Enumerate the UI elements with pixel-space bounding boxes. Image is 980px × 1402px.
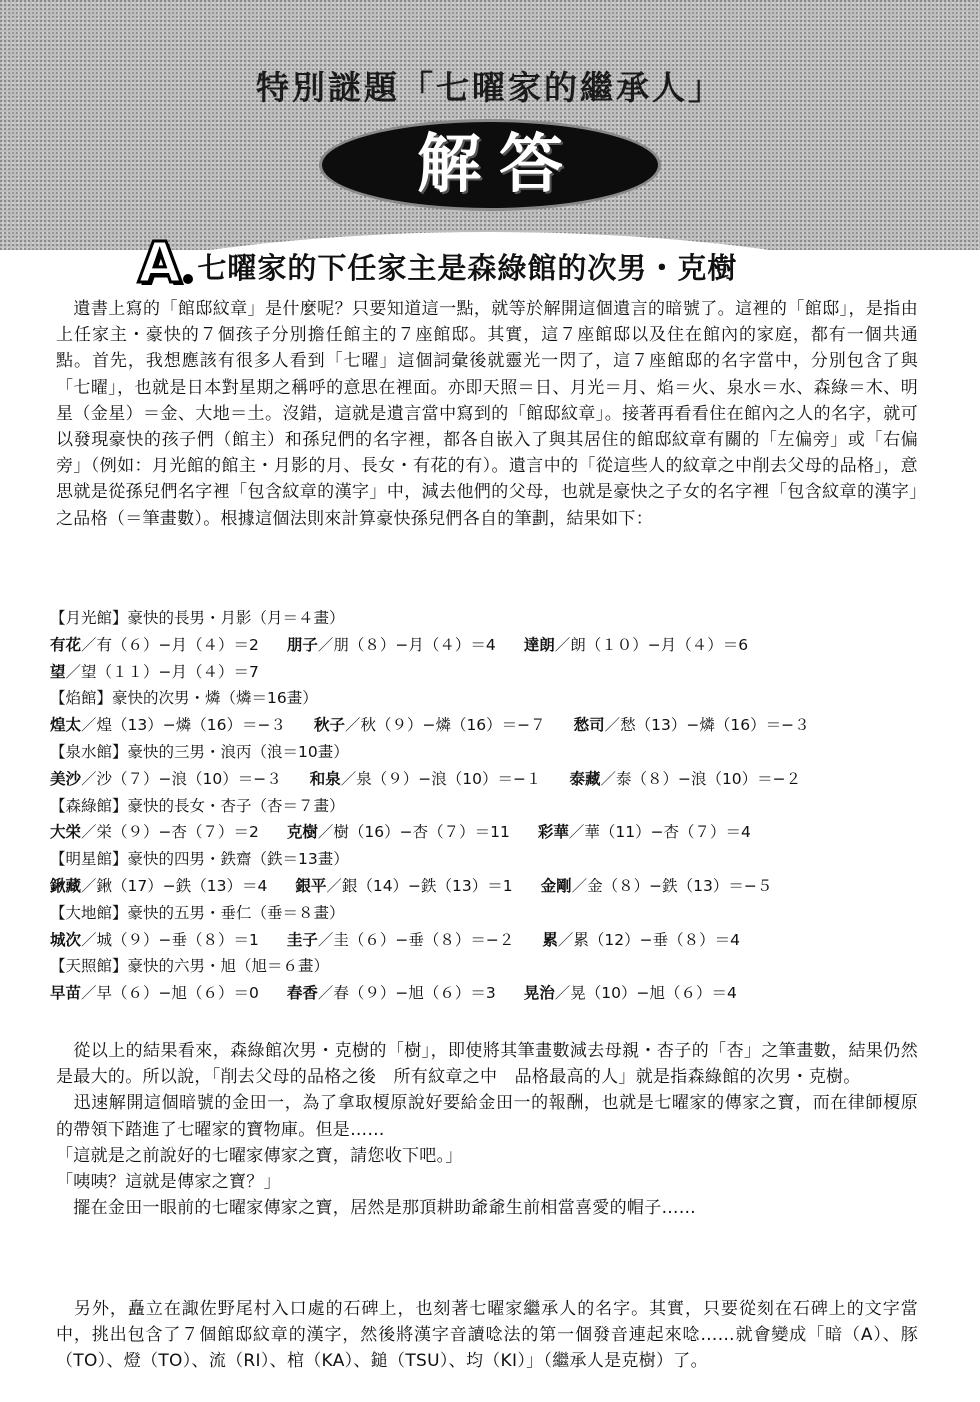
stroke-formula: ／金（８）−鉄（13）＝−５ [571, 876, 773, 895]
stroke-formula: ／早（６）−旭（６）＝0 [81, 984, 259, 1003]
calc-item [287, 927, 515, 954]
calc-item [50, 980, 259, 1007]
stroke-formula: ／樹（16）−杏（７）＝11 [317, 823, 510, 842]
calc-item [524, 980, 737, 1007]
grandchild-name: 城次 [50, 930, 82, 949]
paragraph-intro: 遺書上寫的「館邸紋章」是什麼呢？只要知道這一點，就等於解開這個遺言的暗號了。這裡的「館邸」，是指由上任家主・豪快的７個孩子分別擔任館主的７座館邸。其實，這７座館邸以及住在館內的家庭，都有一個共通點。首先，我想應該有很多人看到「七曜」這個詞彙後就靈光一閃了，這７座館邸的名字當中，分別包含了與「七曜」，也就是日本對星期之稱呼的意思在裡面。亦即天照＝日、月光＝月、焰＝火、泉水＝水、森綠＝木、明星（金星）＝金、大地＝土。沒錯，這就是遺言當中寫到的「館邸紋章」。接著再看看住在館內之人的名字，就可以發現豪快的孩子們（館主）和孫兒們的名字裡，都各自嵌入了與其居住的館邸紋章有關的「左偏旁」或「右偏旁」（例如：月光館的館主・月影的月、長女・有花的有）。遺言中的「從這些人的紋章之中削去父母的品格」，意思就是從孫兒們名字裡「包含紋章的漢字」中，減去他們的父母，也就是豪快之子女的名字裡「包含紋章的漢字」之品格（＝筆畫數）。根據這個法則來計算豪快孫兒們各自的筆劃，結果如下： [56, 299, 918, 529]
section-letter: A [138, 231, 182, 296]
calc-item [50, 819, 259, 846]
calc-item [542, 927, 740, 954]
calc-item [50, 632, 259, 659]
section-dot-icon [183, 274, 193, 284]
grandchild-name: 泰藏 [569, 769, 601, 788]
calc-row [50, 927, 930, 954]
grandchild-name: 圭子 [286, 930, 318, 949]
grandchild-name: 秋子 [313, 716, 345, 735]
page-title: 特別謎題「七曜家的繼承人」 [256, 68, 724, 107]
calc-row [50, 819, 930, 846]
grandchild-name: 美沙 [50, 769, 82, 788]
calc-row [50, 873, 930, 900]
grandchild-name: 鍬藏 [50, 876, 82, 895]
calc-item [50, 766, 282, 793]
calc-row [50, 712, 930, 739]
grandchild-name: 早苗 [50, 984, 82, 1003]
grandchild-name: 大栄 [50, 823, 82, 842]
grandchild-name: 愁司 [573, 716, 605, 735]
stroke-formula: ／栄（９）−杏（７）＝2 [81, 823, 259, 842]
calc-item [314, 712, 546, 739]
calc-row [50, 659, 930, 686]
calc-item [538, 819, 751, 846]
mansion-header: 【泉水館】豪快的三男・浪丙（浪＝10畫） [50, 742, 349, 761]
calc-item [50, 873, 267, 900]
grandchild-name: 晃治 [523, 984, 555, 1003]
calc-item [287, 980, 496, 1007]
stroke-formula: ／華（11）−杏（７）＝4 [568, 823, 751, 842]
stroke-formula: ／累（12）−垂（８）＝4 [557, 930, 740, 949]
stroke-formula: ／望（１１）−月（４）＝7 [65, 662, 259, 681]
mansion-header: 【月光館】豪快的長男・月影（月＝４畫） [50, 609, 345, 627]
calc-item [50, 712, 286, 739]
calc-item [287, 819, 510, 846]
calc-row [50, 980, 930, 1007]
grandchild-name: 春香 [286, 984, 318, 1003]
stroke-formula: ／沙（７）−浪（10）＝−３ [81, 769, 282, 788]
calculation-list [50, 605, 930, 1007]
calc-item [50, 927, 259, 954]
stroke-formula: ／愁（13）−燐（16）＝−３ [604, 716, 810, 735]
answer-label: 解答 [417, 128, 581, 202]
stroke-formula: ／有（６）−月（４）＝2 [81, 635, 259, 654]
grandchild-name: 克樹 [286, 823, 318, 842]
calc-row [50, 766, 930, 793]
calc-row [50, 632, 930, 659]
calc-item [50, 659, 259, 686]
mansion-header: 【明星館】豪快的四男・鉄齋（鉄＝13畫） [50, 850, 349, 869]
calc-item [574, 712, 810, 739]
stroke-formula: ／朋（８）−月（４）＝4 [317, 635, 496, 654]
grandchild-name: 和泉 [309, 769, 341, 788]
paragraph-stone-tablet: 另外，矗立在諏佐野尾村入口處的石碑上，也刻著七曜家繼承人的名字。其實，只要從刻在石碑上的文字當中，挑出包含了７個館邸紋章的漢字，然後將漢字音讀唸法的第一個發音連起來唸……就會變成「暗（A）、豚（TO）、燈（TO）、流（RI）、棺（KA）、鎚（TSU）、均（KI）」（繼承人是克樹）了。 [56, 1299, 918, 1372]
calc-item [295, 873, 512, 900]
paragraph-conclusion: 從以上的結果看來，森綠館次男・克樹的「樹」，即使將其筆畫數減去母親・杏子的「杏」之筆畫數，結果仍然是最大的。所以說，「削去父母的品格之後 所有紋章之中 品格最高的人」就是指森綠館的次男・克樹。 迅速解開這個暗號的金田一，為了拿取榎原說好要給金田一的報酬，也就是七曜家的傳家之寶，而在律師榎原的帶領下踏進了七曜家的寶物庫。但是…… 「這就是之前說好的七曜家傳家之寶，請您收下吧。」 「咦咦？這就是傳家之寶？」 擺在金田一眼前的七曜家傳家之寶，居然是那頂耕助爺爺生前相當喜愛的帽子…… [56, 1041, 918, 1219]
section-title: 七曜家的下任家主是森綠館的次男・克樹 [197, 251, 738, 285]
stroke-formula: ／煌（13）−燐（16）＝−３ [81, 716, 286, 735]
grandchild-name: 彩華 [537, 823, 569, 842]
calc-item [524, 632, 748, 659]
mansion-header: 【焰館】豪快的次男・燐（燐＝16畫） [50, 689, 318, 708]
stroke-formula: ／銀（14）−鉄（13）＝1 [326, 876, 513, 895]
mansion-header: 【大地館】豪快的五男・垂仁（垂＝８畫） [50, 903, 345, 922]
stroke-formula: ／朗（１０）−月（４）＝6 [554, 635, 749, 654]
calc-item [541, 873, 773, 900]
stroke-formula: ／泰（８）−浪（10）＝−２ [600, 769, 802, 788]
grandchild-name: 煌太 [50, 716, 82, 735]
mansion-header: 【森綠館】豪快的長女・杏子（杏＝７畫） [50, 796, 345, 815]
stroke-formula: ／秋（９）−燐（16）＝−７ [344, 716, 546, 735]
stroke-formula: ／城（９）−垂（８）＝1 [81, 930, 259, 949]
grandchild-name: 達朗 [523, 635, 555, 654]
section-heading [138, 231, 838, 296]
grandchild-name: 金剛 [540, 876, 572, 895]
calc-item [569, 766, 801, 793]
grandchild-name: 累 [542, 930, 558, 949]
stroke-formula: ／春（９）−旭（６）＝3 [317, 984, 496, 1003]
stroke-formula: ／鍬（17）−鉄（13）＝4 [81, 876, 268, 895]
grandchild-name: 有花 [50, 635, 82, 654]
mansion-header: 【天照館】豪快的六男・旭（旭＝６畫） [50, 957, 330, 976]
grandchild-name: 朋子 [286, 635, 318, 654]
calc-item [287, 632, 496, 659]
grandchild-name: 望 [50, 662, 66, 681]
calc-item [310, 766, 542, 793]
stroke-formula: ／晃（10）−旭（６）＝4 [554, 984, 737, 1003]
grandchild-name: 銀平 [295, 876, 327, 895]
stroke-formula: ／泉（９）−浪（10）＝−１ [340, 769, 542, 788]
stroke-formula: ／圭（６）−垂（８）＝−２ [317, 930, 515, 949]
